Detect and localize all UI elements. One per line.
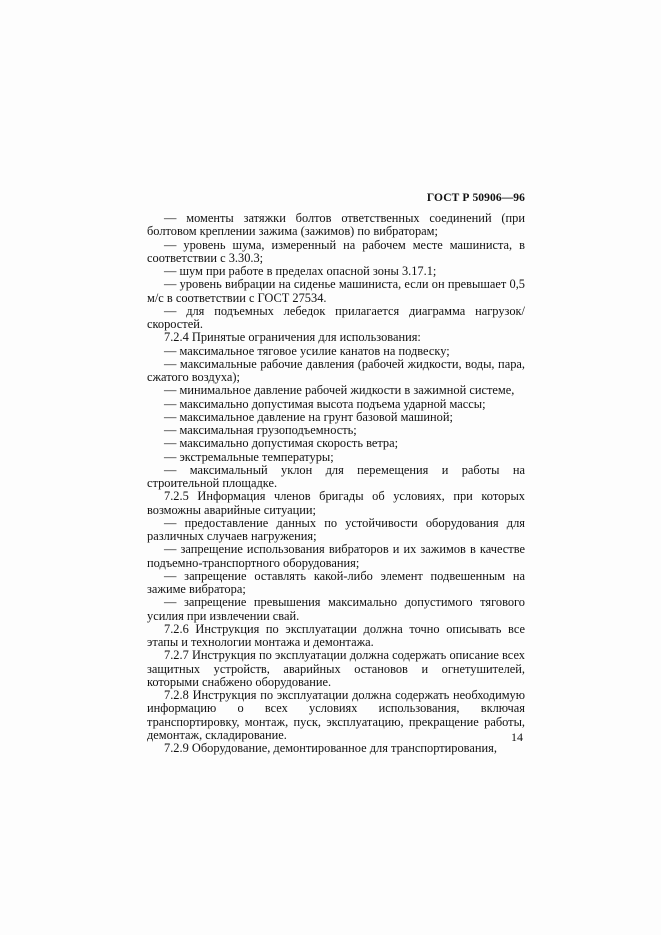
- paragraph: — максимальное давление на грунт базовой машиной;: [164, 409, 453, 424]
- paragraph: — экстремальные температуры;: [164, 449, 334, 464]
- paragraph: — уровень шума, измеренный на рабочем месте машиниста, в соответствии с 3.30.3;: [147, 237, 525, 265]
- section-heading-7-2-4: 7.2.4 Принятые ограничения для использования:: [164, 330, 421, 345]
- paragraph: — максимальные рабочие давления (рабочей жидкости, воды, пара, сжатого воздуха);: [147, 356, 525, 384]
- paragraph: — максимальная грузоподъемность;: [164, 423, 357, 437]
- section-paragraph-7-2-6: 7.2.6 Инструкция по эксплуатации должна точно описывать все этапы и технологии монтажа и демонтажа.: [147, 621, 525, 649]
- standard-header: ГОСТ Р 50906—96: [426, 192, 525, 204]
- section-paragraph-7-2-9: 7.2.9 Оборудование, демонтированное для транспортирования,: [164, 741, 497, 755]
- paragraph: — предоставление данных по устойчивости оборудования для различных случаев нагружения;: [147, 515, 525, 543]
- paragraph: — запрещение оставлять какой-либо элемент подвешенным на зажиме вибратора;: [147, 568, 525, 596]
- section-paragraph-7-2-5: 7.2.5 Информация членов бригады об условиях, при которых возможны аварийные ситуации;: [147, 489, 525, 517]
- paragraph: — минимальное давление рабочей жидкости в зажимной системе,: [164, 383, 515, 398]
- paragraph: — максимальное тяговое усилие канатов на подвеску;: [164, 343, 450, 358]
- paragraph: — максимально допустимая высота подъема ударной массы;: [164, 396, 486, 411]
- paragraph: — запрещение превышения максимально допустимого тягового усилия при извлечении свай.: [147, 595, 525, 623]
- paragraph: — шум при работе в пределах опасной зоны 3.17.1;: [164, 264, 437, 278]
- paragraph: — уровень вибрации на сиденье машиниста, если он превышает 0,5 м/с в соответствии с ГОСТ 27534.: [147, 277, 525, 305]
- section-paragraph-7-2-7: 7.2.7 Инструкция по эксплуатации должна содержать описание всех защитных устройств, аварийных остановов и огнетушителей, которыми снабжено оборудование.: [147, 648, 525, 689]
- paragraph: — запрещение использования вибраторов и их зажимов в качестве подъемно-транспортного оборудования;: [147, 542, 525, 570]
- paragraph: — для подъемных лебедок прилагается диаграмма нагрузок/скоростей.: [147, 303, 525, 331]
- section-paragraph-7-2-8: 7.2.8 Инструкция по эксплуатации должна содержать необходимую информацию о всех условиях использования, включая транспортировку, монтаж, пуск, эксплуатацию, прекращение работы, демонтаж, складирование.: [147, 688, 525, 742]
- paragraph: — максимальный уклон для перемещения и работы на строительной площадке.: [147, 462, 525, 490]
- page-number: 14: [511, 730, 523, 744]
- paragraph: — максимально допустимая скорость ветра;: [164, 436, 399, 451]
- paragraph: — моменты затяжки болтов ответственных соединений (при болтовом креплении зажима (зажимов) по вибраторам;: [147, 211, 525, 239]
- document-body: [147, 212, 525, 755]
